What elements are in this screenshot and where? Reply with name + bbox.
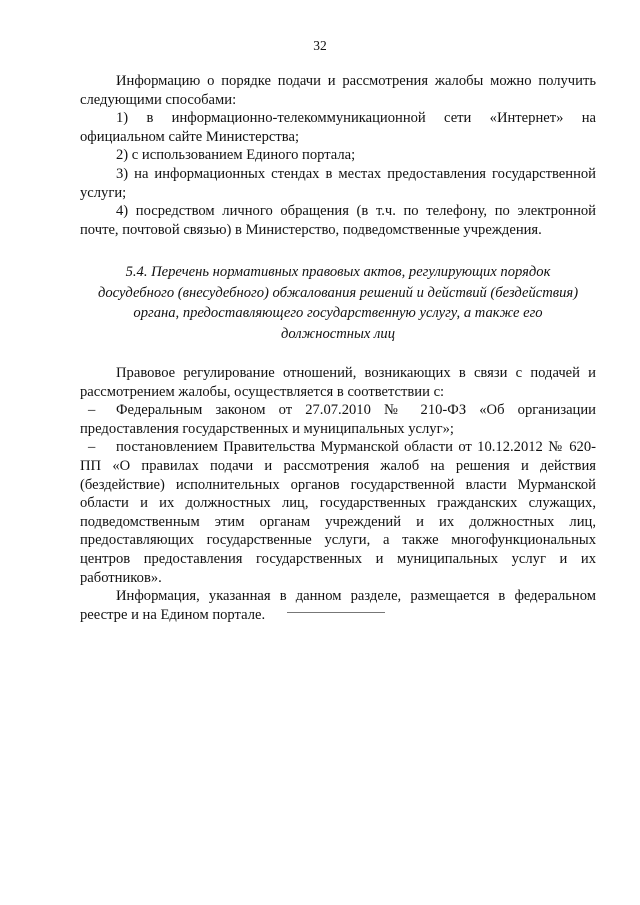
document-body [80, 72, 596, 624]
complaint-method-personal: 4) посредством личного обращения (в т.ч. по телефону, по электронной почте, почтовой связью) в Министерство, подведомственные учреждения. [80, 203, 596, 238]
page-number: 32 [313, 38, 327, 53]
section-heading-line: органа, предоставляющего государственную услугу, а также его [133, 305, 543, 322]
legal-act-federal-law [80, 401, 596, 438]
end-separator-line [287, 612, 385, 613]
legal-act-text: Федеральным законом от 27.07.2010 № 210-ФЗ «Об организации предоставления государственных и муниципальных услуг»; [80, 402, 596, 437]
legal-act-regional-resolution [80, 438, 596, 587]
complaint-info-intro: Информацию о порядке подачи и рассмотрения жалобы можно получить следующими способами: [80, 73, 596, 108]
complaint-method-portal: 2) с использованием Единого портала; [116, 147, 356, 164]
dash-marker: – [88, 402, 96, 419]
section-heading [80, 262, 596, 344]
complaint-method-internet: 1) в информационно-телекоммуникационной сети «Интернет» на официальном сайте Министерства; [80, 110, 596, 145]
section-heading-line: должностных лиц [280, 325, 395, 342]
dash-marker: – [88, 439, 96, 456]
section-closing-note: Информация, указанная в данном разделе, размещается в федеральном реестре и на Едином портале. [80, 588, 596, 623]
section-heading-line: 5.4. Перечень нормативных правовых актов, регулирующих порядок [125, 264, 551, 281]
complaint-method-stands: 3) на информационных стендах в местах предоставления государственной услуги; [80, 165, 596, 201]
legal-regulation-intro: Правовое регулирование отношений, возникающих в связи с подачей и рассмотрением жалобы, осуществляется в соответствии с: [80, 364, 596, 400]
section-heading-line: досудебного (внесудебного) обжалования решений и действий (бездействия) [97, 284, 579, 301]
legal-act-text: постановлением Правительства Мурманской области от 10.12.2012 № 620-ПП «О правилах подачи и рассмотрения жалоб на решения и действия (бездействие) исполнительных органов государственной власти Мурманской области и их должностных лиц, государственных гражданских служащих, подведомственным этим органам учреждений и их должностных лиц, предоставляющих государственные услуги, а также многофункциональных центров предоставления государственных и муниципальных услуг и их работников». [80, 439, 596, 586]
